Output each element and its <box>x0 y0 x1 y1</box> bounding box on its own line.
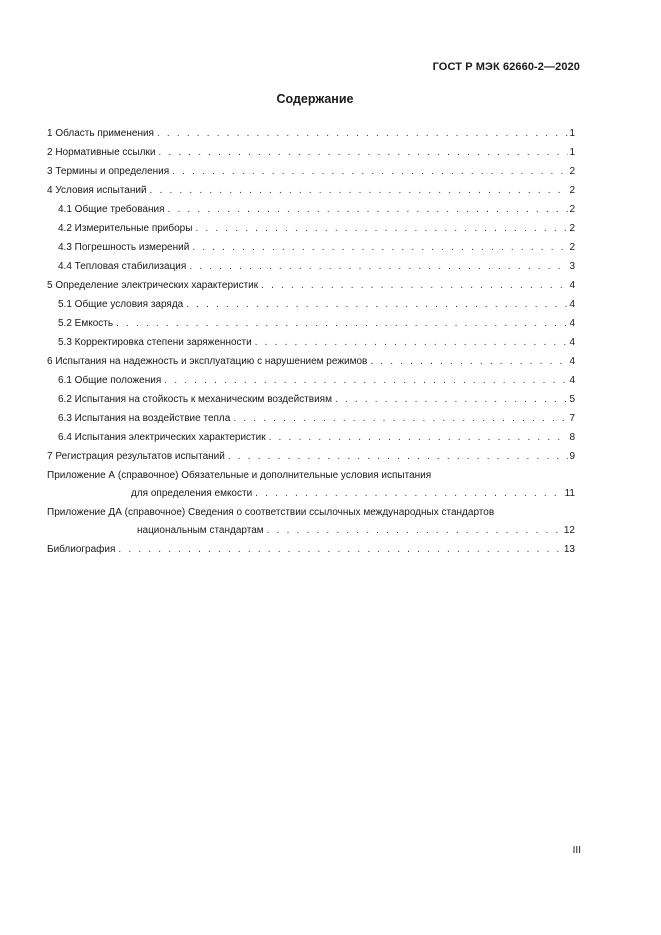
toc-entry-appendix-a[interactable] <box>47 466 575 503</box>
dot-leader <box>228 447 569 466</box>
toc-entry-section-5[interactable] <box>47 276 575 295</box>
toc-page-number: 2 <box>569 223 575 234</box>
dot-leader <box>261 276 568 295</box>
toc-page-number: 5 <box>569 394 575 405</box>
dot-leader <box>172 162 568 181</box>
toc-page-number: 13 <box>563 544 575 555</box>
toc-page-number: 4 <box>569 375 575 386</box>
dot-leader <box>189 257 568 276</box>
toc-page-number: 1 <box>569 128 575 139</box>
dot-leader <box>158 143 568 162</box>
toc-entry-section-2[interactable] <box>47 143 575 162</box>
toc-entry-section-4[interactable] <box>47 181 575 200</box>
toc-entry-section-4-1[interactable] <box>47 200 575 219</box>
toc-title: Содержание <box>276 92 354 106</box>
toc-entry-text: Приложение ДА (справочное) Сведения о соответствии ссылочных международных стандартов <box>47 507 495 518</box>
toc-entry-text: 3 Термины и определения <box>47 166 170 177</box>
toc-entry-section-4-2[interactable] <box>47 219 575 238</box>
toc-page-number: 8 <box>569 432 575 443</box>
toc-entry-text: 5.3 Корректировка степени заряженности <box>58 337 252 348</box>
toc-entry-section-6-1[interactable] <box>47 371 575 390</box>
dot-leader <box>186 295 568 314</box>
toc-entry-appendix-da[interactable] <box>47 503 575 540</box>
toc-entry-section-6[interactable] <box>47 352 575 371</box>
toc-entry-section-6-2[interactable] <box>47 390 575 409</box>
toc-page-number: 11 <box>564 488 575 499</box>
toc-page-number: 4 <box>569 280 575 291</box>
toc-entry-text: 6 Испытания на надежность и эксплуатацию с нарушением режимов <box>47 356 368 367</box>
toc-page-number: 7 <box>569 413 575 424</box>
toc-entry-text: 7 Регистрация результатов испытаний <box>47 451 225 462</box>
toc-entry-section-7[interactable] <box>47 447 575 466</box>
toc-page-number: 2 <box>569 242 575 253</box>
dot-leader <box>370 352 568 371</box>
toc-entry-text: 6.4 Испытания электрических характеристик <box>58 432 266 443</box>
toc-entry-section-4-4[interactable] <box>47 257 575 276</box>
dot-leader <box>157 124 568 143</box>
toc-entry-text-continued: национальным стандартам <box>137 525 264 536</box>
table-of-contents <box>47 124 575 559</box>
toc-entry-section-1[interactable] <box>47 124 575 143</box>
toc-page-number: 3 <box>569 261 575 272</box>
toc-entry-text-continued: для определения емкости <box>131 488 253 499</box>
toc-entry-text: 6.3 Испытания на воздействие тепла <box>58 413 231 424</box>
toc-entry-text: 4.4 Тепловая стабилизация <box>58 261 187 272</box>
toc-page-number: 4 <box>569 356 575 367</box>
toc-page-number: 4 <box>569 318 575 329</box>
toc-entry-bibliography[interactable] <box>47 540 575 559</box>
toc-entry-text: 6.2 Испытания на стойкость к механическим воздействиям <box>58 394 332 405</box>
dot-leader <box>255 333 569 352</box>
dot-leader <box>233 409 568 428</box>
toc-entry-section-6-4[interactable] <box>47 428 575 447</box>
toc-entry-text: 1 Область применения <box>47 128 154 139</box>
toc-page-number: 2 <box>569 185 575 196</box>
dot-leader <box>195 219 568 238</box>
toc-page-number: 12 <box>563 525 575 536</box>
toc-page-number: 1 <box>569 147 575 158</box>
toc-page-number: 2 <box>569 204 575 215</box>
toc-entry-text: Приложение А (справочное) Обязательные и дополнительные условия испытания <box>47 470 432 481</box>
toc-entry-section-4-3[interactable] <box>47 238 575 257</box>
toc-page-number: 9 <box>569 451 575 462</box>
toc-entry-section-6-3[interactable] <box>47 409 575 428</box>
toc-entry-text: 5.1 Общие условия заряда <box>58 299 184 310</box>
toc-entry-text: 5.2 Емкость <box>58 318 114 329</box>
dot-leader <box>335 390 568 409</box>
toc-entry-text: 4.3 Погрешность измерений <box>58 242 190 253</box>
toc-entry-section-3[interactable] <box>47 162 575 181</box>
toc-entry-text: 4.2 Измерительные приборы <box>58 223 193 234</box>
toc-page-number: 4 <box>569 299 575 310</box>
toc-entry-text: Библиография <box>47 544 116 555</box>
dot-leader <box>192 238 568 257</box>
toc-entry-section-5-3[interactable] <box>47 333 575 352</box>
toc-entry-text: 4.1 Общие требования <box>58 204 165 215</box>
page-folio-number: III <box>572 845 581 856</box>
document-code-header: ГОСТ Р МЭК 62660-2—2020 <box>432 61 580 73</box>
toc-entry-section-5-2[interactable] <box>47 314 575 333</box>
dot-leader <box>150 181 569 200</box>
toc-page-number: 4 <box>569 337 575 348</box>
dot-leader <box>116 314 568 333</box>
dot-leader <box>164 371 568 390</box>
toc-entry-section-5-1[interactable] <box>47 295 575 314</box>
dot-leader <box>168 200 569 219</box>
toc-entry-text: 4 Условия испытаний <box>47 185 147 196</box>
toc-page-number: 2 <box>569 166 575 177</box>
toc-entry-text: 5 Определение электрических характеристик <box>47 280 259 291</box>
toc-entry-text: 2 Нормативные ссылки <box>47 147 156 158</box>
dot-leader <box>267 521 563 540</box>
dot-leader <box>118 540 562 559</box>
toc-entry-text: 6.1 Общие положения <box>58 375 162 386</box>
dot-leader <box>255 484 563 503</box>
dot-leader <box>269 428 569 447</box>
